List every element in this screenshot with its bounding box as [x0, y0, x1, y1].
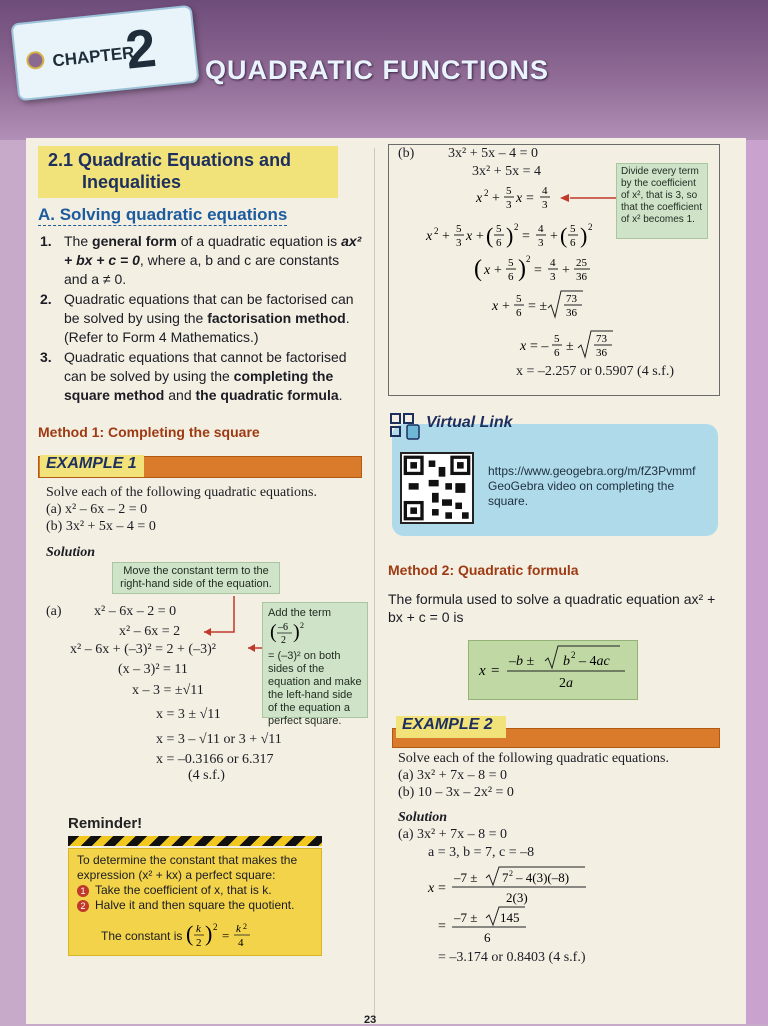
note-divide: Divide every term by the coefficient of x², that is 3, so that the coefficient of x² becomes 1.: [616, 163, 708, 239]
svg-text:(: (: [474, 256, 482, 282]
svg-text:6: 6: [508, 271, 514, 283]
example1-question: [46, 484, 317, 535]
method2-heading: Method 2: Quadratic formula: [388, 562, 579, 578]
svg-text:2: 2: [213, 922, 218, 932]
note-move-constant: Move the constant term to the right-hand side of the equation.: [112, 562, 280, 594]
list-item-segment: . (Refer to Form 4 Mathematics.): [64, 310, 350, 345]
svg-text:x: x: [466, 229, 473, 244]
step-8: x = –0.3166 or 6.317: [156, 752, 274, 767]
svg-text:2: 2: [571, 650, 576, 660]
example1-part-a: (a) x² – 6x – 2 = 0: [46, 502, 148, 517]
qr-phone-icon: [388, 412, 424, 440]
svg-text:b: b: [563, 654, 570, 669]
svg-text:2: 2: [300, 621, 304, 630]
svg-text:x: x: [484, 263, 491, 278]
step-4: (x – 3)² = 11: [118, 662, 188, 677]
svg-text:x: x: [520, 339, 527, 354]
svg-text:): ): [205, 921, 213, 946]
reminder-bullet-1: [77, 883, 313, 898]
example1-part-b: (b) 3x² + 5x – 4 = 0: [46, 519, 156, 534]
list-item-text: [64, 290, 365, 347]
virtual-link-text: [488, 464, 712, 509]
svg-text:2: 2: [509, 869, 513, 878]
svg-text:3: 3: [506, 199, 512, 211]
svg-text:(: (: [270, 621, 277, 643]
step-1: x² – 6x – 2 = 0: [94, 604, 177, 619]
bullet-2-icon: 2: [77, 900, 89, 912]
svg-text:–7 ±: –7 ±: [454, 910, 478, 925]
example1-question-text: Solve each of the following quadratic equations.: [46, 485, 317, 500]
chapter-label: CHAPTER: [51, 42, 136, 71]
svg-text:x: x: [426, 229, 433, 244]
svg-text:3: 3: [542, 199, 548, 211]
reminder-bullet-2-text: Halve it and then square the quotient.: [95, 898, 295, 912]
note-add-term: [262, 602, 368, 727]
note-add-line1: Add the term: [268, 607, 331, 619]
list-item-segment: .: [338, 387, 343, 403]
svg-text:6: 6: [516, 307, 522, 319]
svg-text:5: 5: [516, 293, 522, 305]
svg-text:2: 2: [588, 222, 593, 232]
hazard-stripe: [68, 836, 322, 846]
list-item-segment: completing the square method: [64, 368, 334, 403]
subsection-heading: A. Solving quadratic equations: [38, 205, 288, 224]
svg-text:=: =: [438, 919, 446, 934]
example1-label: EXAMPLE 1: [40, 455, 144, 477]
svg-text:36: 36: [576, 271, 587, 283]
step-9: (4 s.f.): [188, 768, 225, 783]
part-b-label: (b): [398, 146, 415, 161]
svg-text:2: 2: [484, 188, 489, 198]
part-a-label: (a): [46, 604, 62, 619]
step-6: x = 3 ± √11: [156, 707, 221, 722]
fraction-minus6-over-2: [268, 620, 362, 646]
svg-text:=: =: [522, 229, 530, 244]
svg-text:2: 2: [434, 226, 439, 236]
svg-text:4: 4: [550, 257, 556, 269]
list-item-segment: ax² + bx + c = 0: [64, 233, 362, 268]
svg-text:x: x: [479, 663, 486, 679]
svg-text:5: 5: [496, 223, 502, 235]
svg-text:=: =: [222, 928, 230, 943]
reminder-bullet-2: [77, 898, 313, 913]
svg-text:3: 3: [550, 271, 556, 283]
step-7: x = 3 – √11 or 3 + √11: [156, 732, 282, 747]
virtual-link-title: Virtual Link: [426, 414, 513, 431]
svg-text:4: 4: [538, 223, 544, 235]
virtual-link-desc: GeoGebra video on completing the square.: [488, 479, 675, 508]
svg-text:k: k: [236, 923, 242, 935]
example2-part-a: (a) 3x² + 7x – 8 = 0: [398, 768, 508, 783]
list-number: 1.: [40, 233, 52, 249]
svg-text:–b ±: –b ±: [509, 654, 535, 669]
qr-code-icon[interactable]: [400, 452, 474, 524]
svg-text:73: 73: [566, 293, 577, 305]
svg-text:(: (: [186, 921, 194, 946]
note-add-line2: = (–3)² on both sides of the equation and make the left-hand side of the equation a perfect square.: [268, 650, 362, 727]
list-item-segment: The: [64, 233, 93, 249]
svg-text:–7 ±: –7 ±: [454, 870, 478, 885]
svg-text:=: =: [438, 881, 446, 896]
svg-text:): ): [580, 223, 588, 248]
svg-text:x: x: [516, 191, 523, 206]
list-item-segment: , where a, b and c are constants and a ≠ 0.: [64, 252, 340, 287]
svg-text:2: 2: [526, 254, 531, 264]
svg-text:(: (: [486, 223, 494, 248]
list-item: [40, 348, 365, 405]
section-title-line1: 2.1 Quadratic Equations and: [48, 150, 292, 170]
step-5: x – 3 = ±√11: [132, 683, 204, 698]
svg-text:+: +: [492, 191, 500, 206]
svg-text:3: 3: [456, 237, 462, 249]
ex2-step-1: (a) 3x² + 7x – 8 = 0: [398, 827, 508, 842]
ex2-formula-steps: [424, 866, 604, 950]
svg-text:): ): [518, 256, 526, 282]
svg-text:2: 2: [281, 635, 286, 646]
section-title-line2: Inequalities: [82, 172, 182, 192]
quadratic-formula: [469, 641, 637, 699]
list-item-segment: Quadratic equations that can be factorised can be solved by using the: [64, 291, 354, 326]
svg-text:2(3): 2(3): [506, 890, 528, 905]
chapter-title: QUADRATIC FUNCTIONS: [205, 55, 549, 85]
svg-text:6: 6: [484, 930, 491, 945]
ex2-final: = –3.174 or 0.8403 (4 s.f.): [438, 950, 586, 965]
column-divider: [374, 148, 375, 1018]
svg-text:±: ±: [566, 339, 574, 354]
reminder-constant: [77, 921, 313, 951]
svg-text:36: 36: [596, 347, 607, 359]
example2-part-b: (b) 10 – 3x – 2x² = 0: [398, 785, 514, 800]
b-result: x = –2.257 or 0.5907 (4 s.f.): [516, 364, 674, 379]
list-item-text: [64, 232, 365, 289]
list-number: 2.: [40, 291, 52, 307]
svg-text:– 4(3)(–8): – 4(3)(–8): [516, 870, 570, 885]
svg-text:25: 25: [576, 257, 587, 269]
svg-text:73: 73: [596, 333, 607, 345]
svg-text:5: 5: [456, 223, 462, 235]
svg-text:3: 3: [538, 237, 544, 249]
reminder-title: Reminder!: [68, 815, 143, 832]
step-3: x² – 6x + (–3)² = 2 + (–3)²: [70, 642, 216, 657]
svg-text:(: (: [560, 223, 568, 248]
svg-text:7: 7: [502, 870, 509, 885]
svg-text:x: x: [428, 881, 435, 896]
list-item: [40, 232, 365, 289]
reminder-intro: To determine the constant that makes the expression (x² + kx) a perfect square:: [77, 853, 298, 882]
svg-text:+: +: [502, 299, 510, 314]
svg-text:+: +: [562, 263, 570, 278]
step-2: x² – 6x = 2: [119, 624, 181, 639]
reminder-bullet-1-text: Take the coefficient of x, that is k.: [95, 883, 272, 897]
svg-text:– 4ac: – 4ac: [579, 654, 610, 669]
list-item-segment: factorisation method: [207, 310, 346, 326]
b-step-2: 3x² + 5x = 4: [472, 164, 541, 179]
svg-text:+: +: [550, 229, 558, 244]
page-number: 23: [364, 1014, 377, 1026]
quadratic-formula-box: [468, 640, 638, 700]
method2-text: The formula used to solve a quadratic equation ax² + bx + c = 0 is: [388, 591, 716, 625]
side-stripe: [746, 140, 768, 1024]
svg-text:): ): [506, 223, 514, 248]
svg-text:= –: = –: [530, 339, 549, 354]
list-item-segment: of a quadratic equation is: [176, 233, 342, 249]
svg-text:k: k: [196, 923, 202, 935]
reminder-constant-text: The constant is: [101, 928, 183, 943]
b-derivation-steps: [420, 180, 620, 370]
svg-text:6: 6: [496, 237, 502, 249]
svg-text:6: 6: [554, 347, 560, 359]
svg-text:5: 5: [508, 257, 514, 269]
svg-text:5: 5: [570, 223, 576, 235]
list-item-segment: Quadratic equations that cannot be factorised can be solved by using the: [64, 349, 347, 384]
tag-hole: [25, 50, 45, 70]
svg-text:x: x: [476, 191, 483, 206]
reminder-box: [68, 848, 322, 956]
svg-text:4: 4: [542, 185, 548, 197]
list-number: 3.: [40, 349, 52, 365]
list-item-text: [64, 348, 365, 405]
list-item-segment: the quadratic formula: [195, 387, 339, 403]
example2-question-text: Solve each of the following quadratic equations.: [398, 751, 669, 766]
list-item-segment: and: [164, 387, 196, 403]
method1-heading: Method 1: Completing the square: [38, 424, 260, 440]
svg-text:–6: –6: [278, 622, 288, 633]
svg-text:4: 4: [238, 937, 244, 949]
svg-text:145: 145: [500, 910, 520, 925]
b-step-1: 3x² + 5x – 4 = 0: [448, 146, 538, 161]
svg-text:2a: 2a: [559, 676, 573, 691]
svg-text:5: 5: [506, 185, 512, 197]
ex2-step-2: a = 3, b = 7, c = –8: [428, 845, 535, 860]
arrows-left: [190, 594, 270, 654]
example2-solution-label: Solution: [398, 810, 448, 825]
definition-list: [40, 232, 365, 406]
svg-text:): ): [293, 621, 300, 643]
svg-text:=: =: [491, 663, 500, 679]
svg-text:+: +: [442, 229, 450, 244]
svg-text:2: 2: [196, 937, 202, 949]
svg-text:5: 5: [554, 333, 560, 345]
list-item-segment: general form: [92, 233, 177, 249]
svg-text:2: 2: [243, 922, 248, 931]
svg-text:2: 2: [514, 222, 519, 232]
svg-text:= ±: = ±: [528, 299, 548, 314]
svg-text:36: 36: [566, 307, 577, 319]
svg-text:+: +: [476, 229, 484, 244]
svg-text:x: x: [492, 299, 499, 314]
bullet-1-icon: 1: [77, 885, 89, 897]
svg-text:=: =: [526, 191, 534, 206]
list-item: [40, 290, 365, 347]
constant-formula: [182, 921, 262, 951]
example2-label: EXAMPLE 2: [396, 716, 506, 738]
chapter-number: 2: [122, 17, 159, 81]
section-title: [48, 149, 338, 193]
svg-text:6: 6: [570, 237, 576, 249]
solution-label: Solution: [46, 545, 96, 560]
virtual-link-url[interactable]: https://www.geogebra.org/m/fZ3Pvmmf: [488, 464, 696, 478]
svg-text:=: =: [534, 263, 542, 278]
example2-question: [398, 750, 669, 801]
svg-text:+: +: [494, 263, 502, 278]
